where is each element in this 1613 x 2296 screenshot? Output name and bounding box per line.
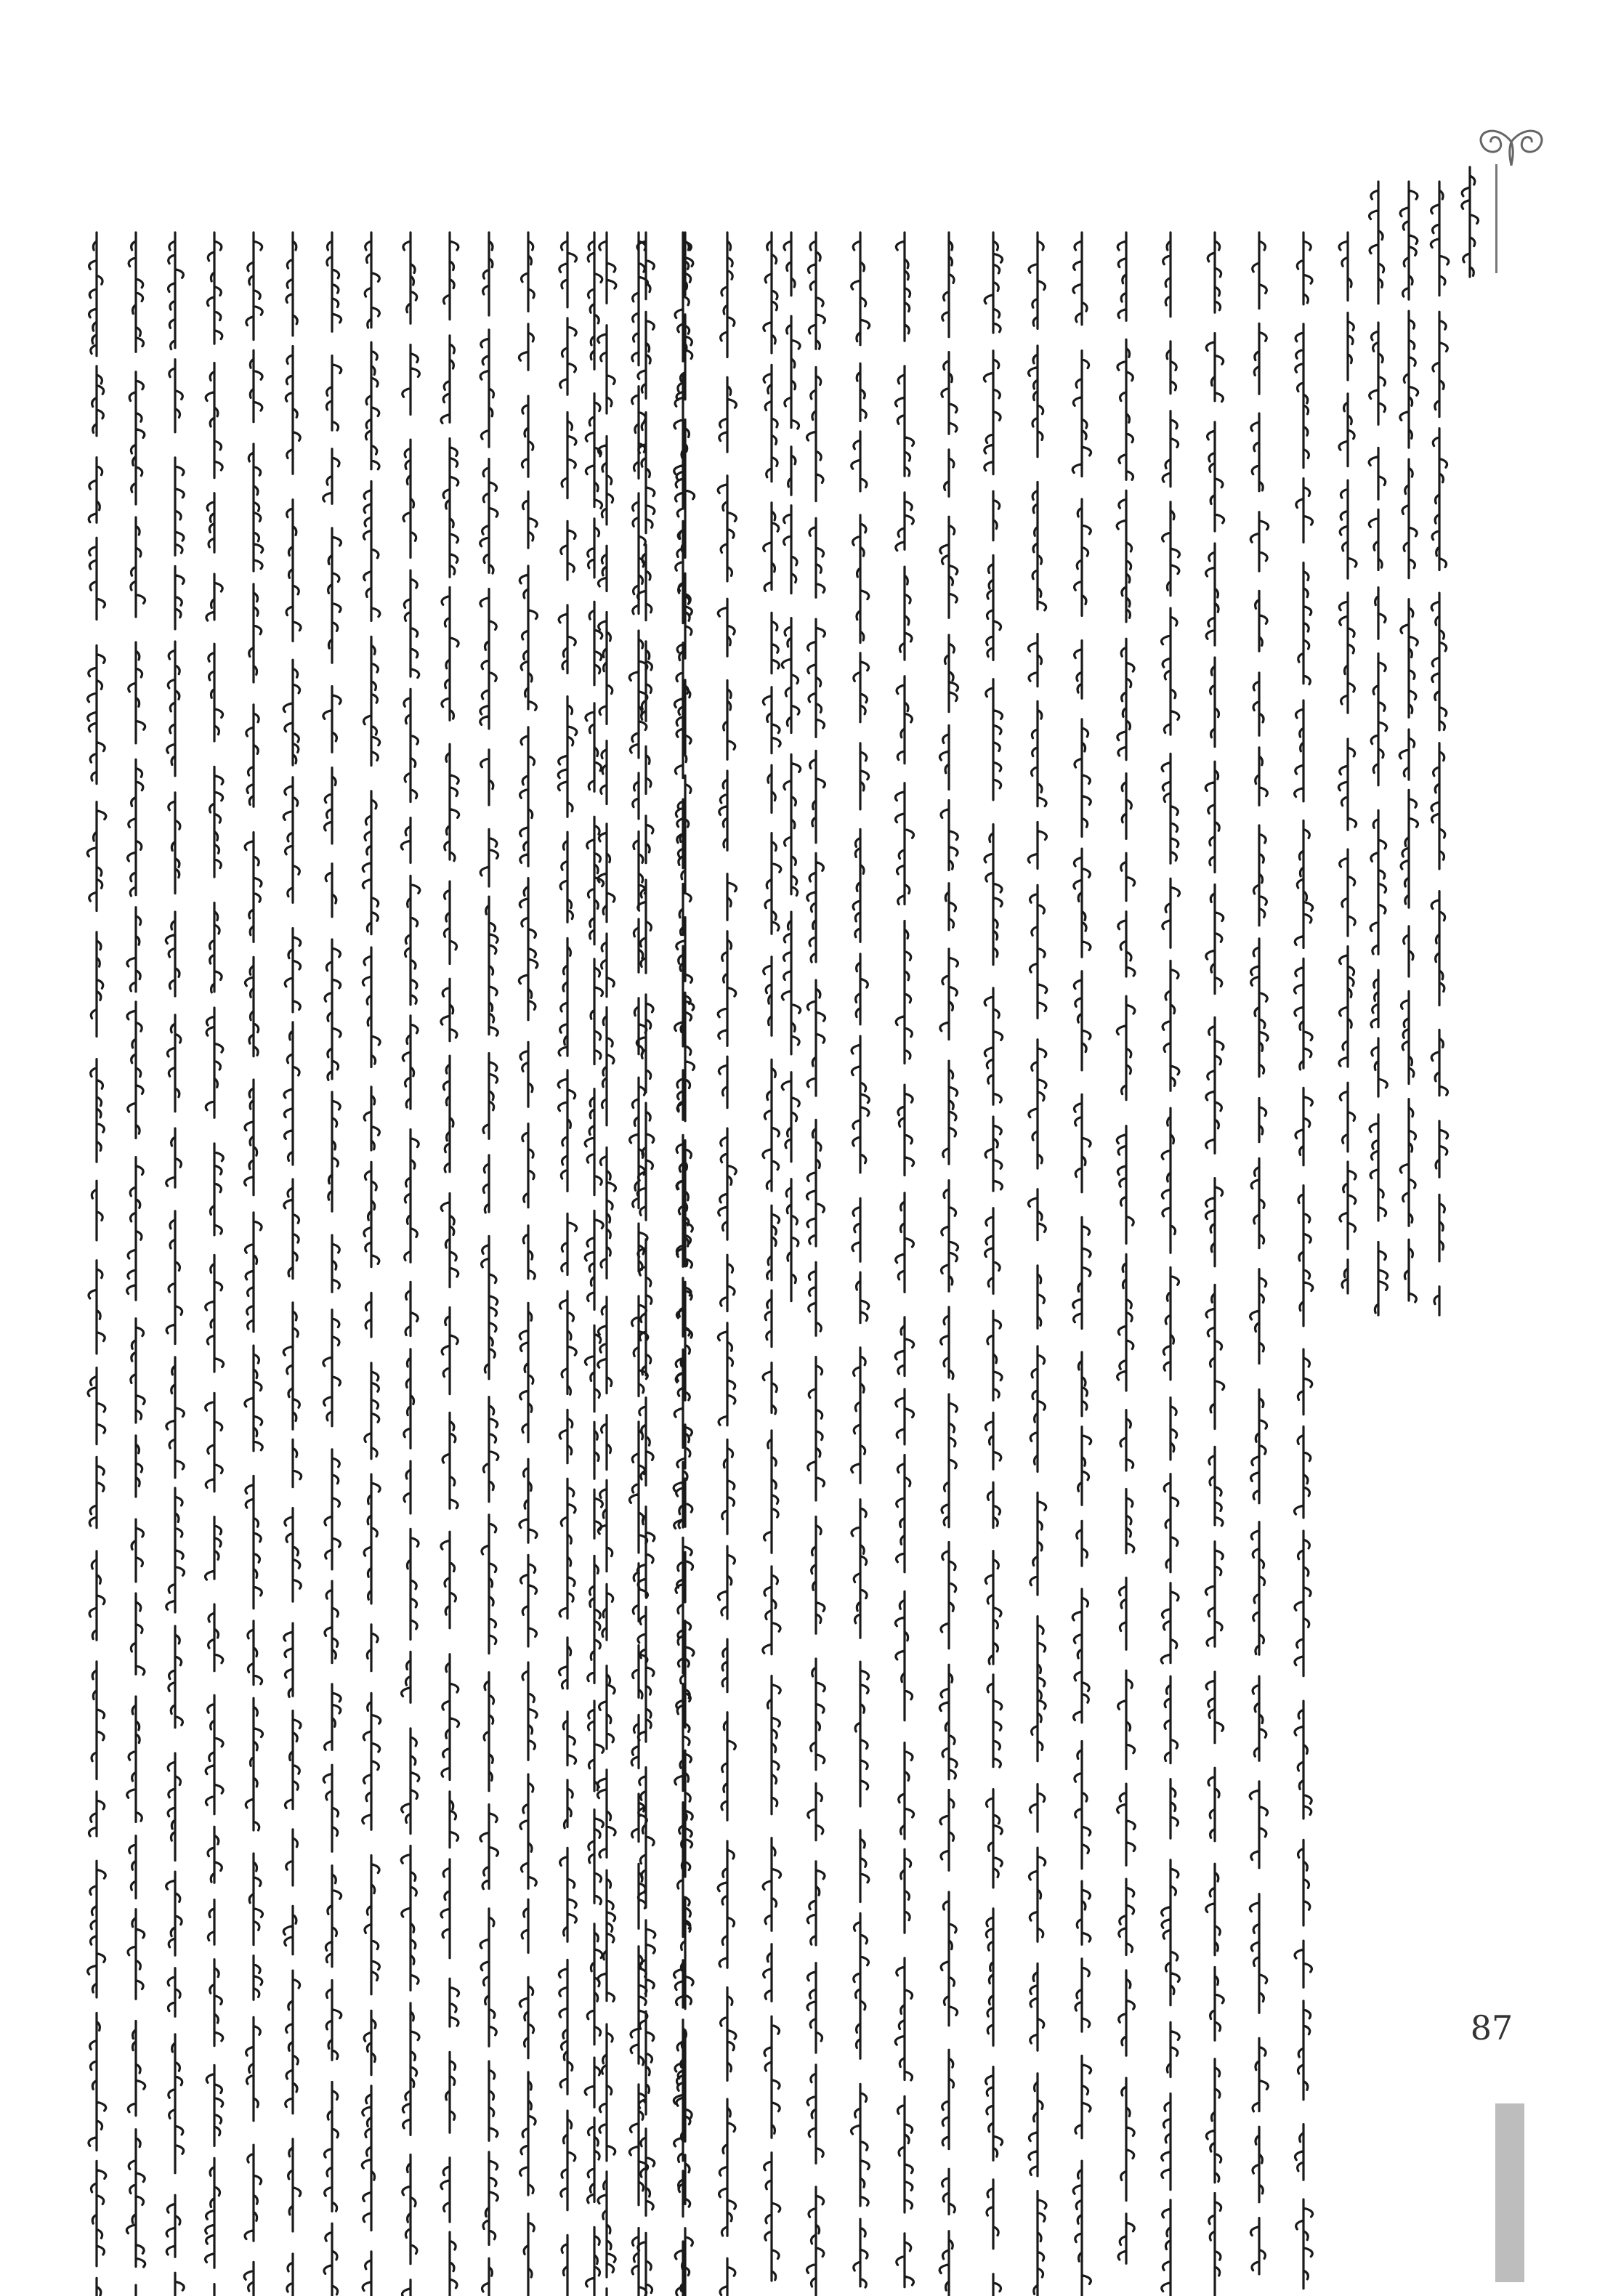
text-line xyxy=(237,233,270,2296)
text-line xyxy=(1242,233,1276,2296)
text-line xyxy=(888,233,921,2296)
section-heading xyxy=(775,233,808,1308)
running-title-line xyxy=(1423,182,1456,1315)
text-line xyxy=(1021,233,1054,2296)
text-line xyxy=(355,233,388,2296)
ornament-icon xyxy=(1468,116,1555,167)
text-line xyxy=(119,233,153,2296)
text-line xyxy=(1065,233,1099,2296)
text-line xyxy=(158,233,192,2296)
text-line xyxy=(1287,233,1320,2296)
text-line xyxy=(472,233,506,2296)
text-line xyxy=(276,233,310,2296)
text-line xyxy=(394,233,427,2296)
margin-bar xyxy=(1495,2103,1524,2282)
text-line xyxy=(1109,233,1143,2296)
text-line xyxy=(433,233,466,2296)
text-line xyxy=(844,233,877,2296)
text-line xyxy=(315,233,349,2296)
text-line xyxy=(1154,233,1187,2296)
running-title-line xyxy=(1362,182,1395,1315)
page-number: 87 xyxy=(1470,2008,1513,2048)
header-rule xyxy=(1495,164,1497,273)
text-line xyxy=(551,233,584,2296)
text-line xyxy=(512,233,545,2296)
text-line xyxy=(1198,233,1232,2296)
text-line xyxy=(668,233,702,2296)
text-line xyxy=(977,233,1010,2296)
running-title-line xyxy=(1453,167,1487,291)
text-line xyxy=(629,233,663,2296)
text-line xyxy=(711,233,744,2296)
text-line xyxy=(80,233,113,2296)
running-title-line xyxy=(1392,182,1426,1301)
text-line xyxy=(932,233,966,2296)
text-line xyxy=(590,233,623,2296)
text-line xyxy=(1331,233,1365,1293)
text-line xyxy=(198,233,231,2296)
